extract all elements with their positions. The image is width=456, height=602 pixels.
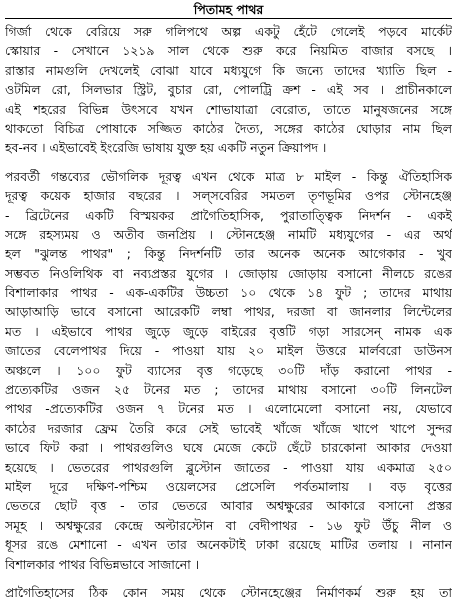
text-line: বিশালকার পাথর বিভিন্নভাবে সাজানো ।: [5, 556, 200, 572]
paragraph: [5, 583, 452, 602]
text-line: পাথর -প্রত্যেকটির ওজন ৭ টনের মত । এলোমেলো বসানো নয়, যেভাবে: [5, 401, 452, 417]
text-line: থাকতো বিচিত্র পোষাকে সজ্জিত কাঠের দৈত্য, সঙ্গের কাঠের ঘোড়ার নাম ছিল: [5, 120, 452, 136]
text-line: মত । এইভাবে পাথর জুড়ে জুড়ে বাইরের বৃত্তটি গড়া সারসেন্ নামক এক: [5, 323, 452, 339]
text-line: কাঠের দরজার ফ্রেম তৈরি করে সেই ভাবেই খাঁজে খাঁজে খাপে খাপে সুন্দর: [5, 420, 452, 436]
text-line: গির্জা থেকে বেরিয়ে সরু গলিপথে অল্প একটু হেঁটে গেলেই পড়বে মার্কেট: [5, 24, 452, 39]
paragraph: [5, 167, 452, 574]
text-line: হয়েছে । ভেতরের পাথরগুলি ব্লুস্টোন জাতের - পাওয়া যায় একমাত্র ২৫০: [5, 459, 452, 475]
text-line: সমূহ । অশ্বক্ষুরের কেন্দ্রে অল্টারস্টোন বা বেদীপাথর - ১৬ ফুট উঁচু নীল ও: [5, 517, 452, 533]
text-line: ভেতরে ছোট বৃত্ত - তার ভেতরে আবার অশ্বক্ষুরের আকারে বসানো প্রস্তর: [5, 498, 452, 514]
text-line: পরবর্তী গন্তব্যের ভৌগলিক দূরত্ব এখন থেকে মাত্র ৮ মাইল - কিন্তু ঐতিহাসিক: [5, 168, 452, 184]
text-line: - ব্রিটেনের একটি বিস্ময়কর প্রাগৈতিহাসিক, পুরাতাত্ত্বিক নিদর্শন - একই: [5, 207, 452, 223]
text-line: হব-নব । এইভাবেই ইংরেজি ভাষায় যুক্ত হয় একটি নতুন ক্রিয়াপদ ।: [5, 140, 327, 156]
text-line: সম্ভবত নিওলিথিক বা নব্যপ্রস্তর যুগের । জোড়ায় জোড়ায় বসানো নীলচে রঙের: [5, 265, 452, 281]
article-body: [5, 22, 452, 602]
text-line: রাস্তার নামগুলি দেখলেই বোঝা যাবে মধ্যযুগে কি জন্যে তাদের খ্যাতি ছিল -: [5, 62, 452, 78]
text-line: হল "ঝুলন্ত পাথর" ; কিন্তু নিদর্শনটি তার অনেক অনেক আগেকার - খুব: [5, 246, 452, 262]
paragraph: [5, 22, 452, 158]
text-line: অঞ্চলে । ১০০ ফুট ব্যাসের বৃত্ত গড়েছে ৩০টি দাঁড় করানো পাথর -: [5, 362, 452, 378]
text-line: প্রত্যেকটির ওজন ২৫ টনের মত ; তাদের মাথায় বসানো ৩০টি লিনটেল: [5, 382, 452, 398]
text-line: প্রাগৈতিহাসের ঠিক কোন সময় থেকে স্টোনহেঞ্জের নির্মাণকর্ম শুরু হয় তা: [5, 584, 452, 600]
text-line: সঙ্গে রহস্যময় ও অতীব জনপ্রিয় । স্টোনহেঞ্জ নামটি মধ্যযুগের - এর অর্থ: [5, 226, 452, 242]
paragraph-gap: [5, 158, 452, 167]
text-line: ওটমিল রো, সিলভার স্ট্রিট, বুচার রো, পোলট্রি ক্রশ - এই সব । প্রাচীনকালে: [5, 82, 452, 98]
page-title: পিতামহ পাথর: [5, 0, 452, 19]
text-line: দূরত্ব কয়েক হাজার বছরের । সল্সবেরির সমতল তৃণভূমির ওপর স্টোনহেঞ্জ: [5, 188, 452, 204]
text-line: স্কোয়ার - সেখানে ১২১৯ সাল থেকে শুরু করে নিয়মিত বাজার বসছে ।: [5, 43, 452, 59]
text-line: মাইল দূরে দক্ষিণ-পশ্চিম ওয়েলসের প্রেসেলি পর্বতমালায় । বড় বৃত্তের: [5, 478, 452, 494]
text-line: এই শহরের বিভিন্ন উৎসবে যখন শোভাযাত্রা বেরোত, তাতে মানুষজনের সঙ্গে: [5, 101, 452, 117]
text-line: ধূসর রঙে মেশানো - এখন তার অনেকটাই ঢাকা রয়েছে মাটির তলায় । নানান: [5, 537, 452, 553]
paragraph-gap: [5, 574, 452, 583]
text-line: ভাবে ফিট করা । পাথরগুলিও ঘষে মেজে কেটে ছেঁটে চারকোনা আকার দেওয়া: [5, 440, 452, 456]
text-line: জাতের বেলেপাথর দিয়ে - পাওয়া যায় ২০ মাইল উত্তরে মার্লবরো ডাউনস: [5, 343, 452, 359]
text-line: বিশালাকার পাথর - এক-একটির উচ্চতা ১০ থেকে ১৪ ফুট ; তাদের মাথায়: [5, 285, 452, 301]
text-line: আড়াআড়ি ভাবে বসানো আরেকটি লম্বা পাথর, দরজা বা জানলার লিন্টেলের: [5, 304, 452, 320]
